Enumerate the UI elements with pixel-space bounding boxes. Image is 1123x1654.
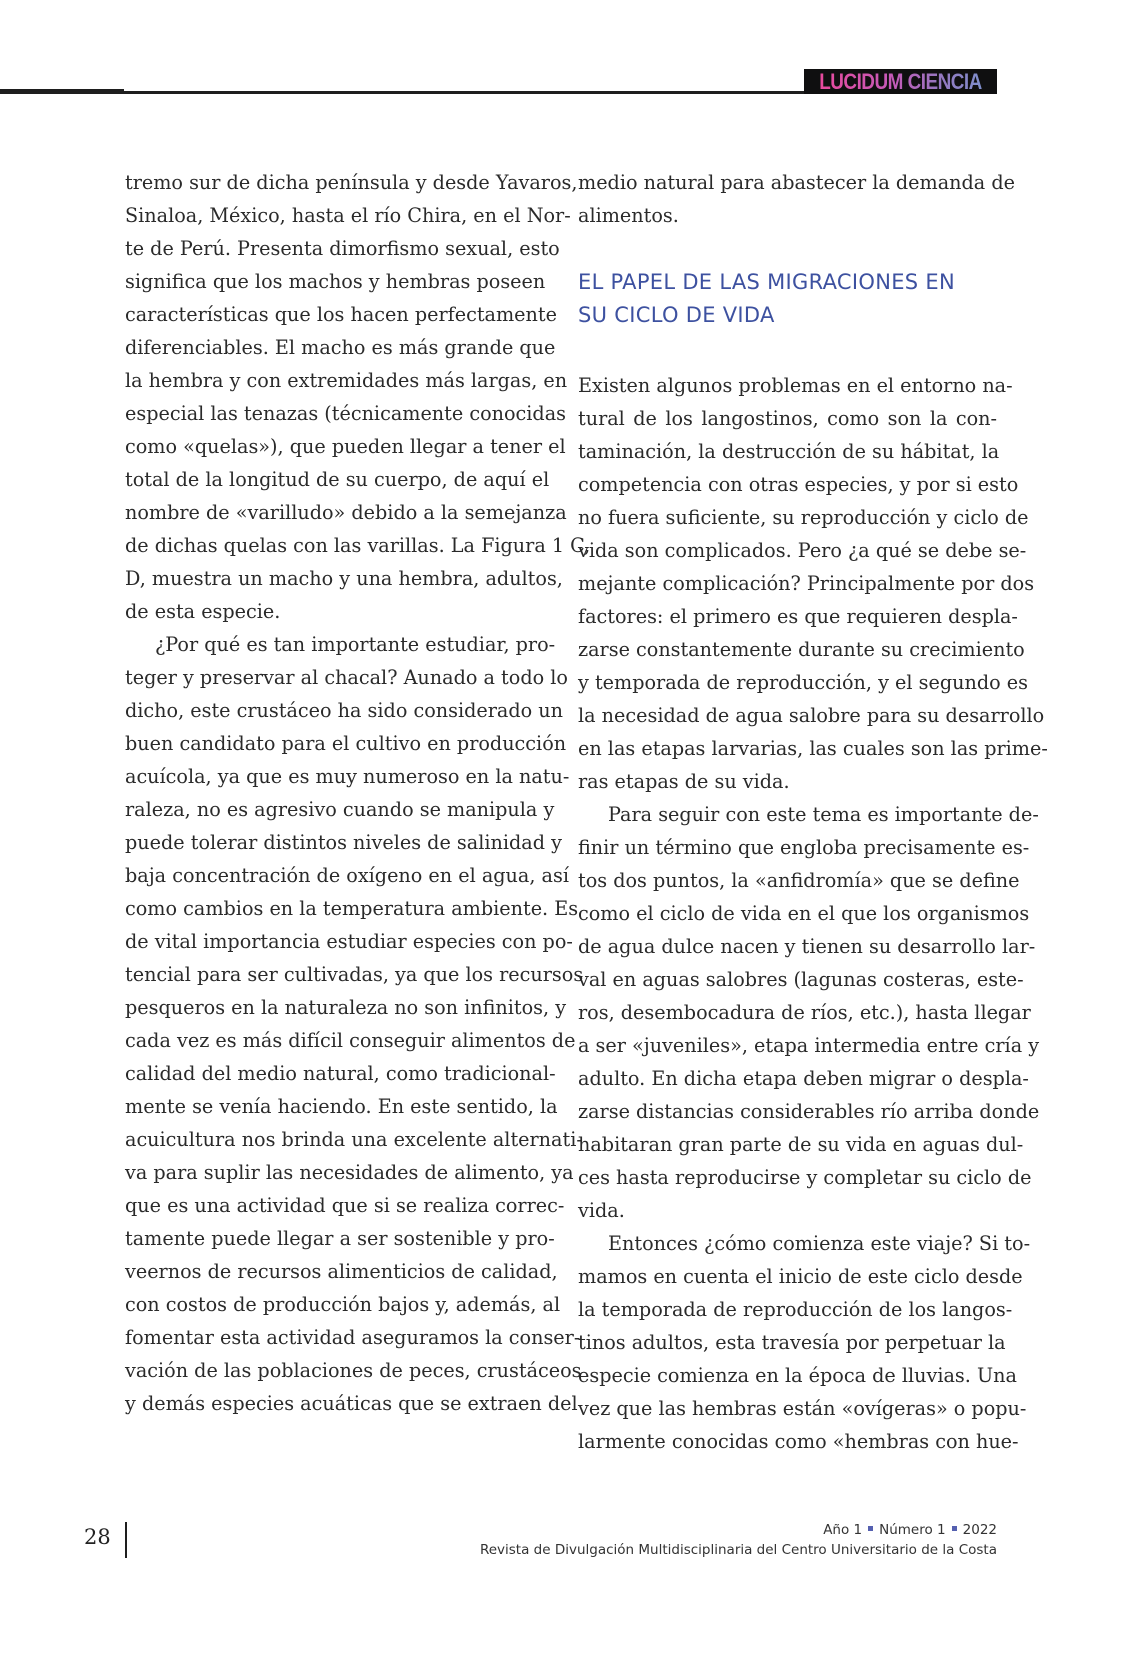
body-line: especie comienza en la época de lluvias. Una: [578, 1364, 1017, 1387]
body-line: a ser «juveniles», etapa intermedia entre cría y: [578, 1034, 1040, 1057]
body-line: ces hasta reproducirse y completar su ciclo de: [578, 1166, 1032, 1189]
body-line: Para seguir con este tema es importante de-: [608, 803, 1039, 826]
body-line: diferenciables. El macho es más grande que: [125, 336, 556, 359]
body-line: zarse distancias considerables río arriba donde: [578, 1100, 1040, 1123]
body-line: te de Perú. Presenta dimorfismo sexual, esto: [125, 237, 560, 260]
body-line: total de la longitud de su cuerpo, de aquí el: [125, 468, 550, 491]
body-line: acuícola, ya que es muy numeroso en la natu-: [125, 765, 570, 788]
body-line: tamente puede llegar a ser sostenible y pro-: [125, 1227, 555, 1250]
body-line: y demás especies acuáticas que se extraen del: [125, 1392, 578, 1415]
body-line: Existen algunos problemas en el entorno na-: [578, 374, 1013, 397]
body-line: Sinaloa, México, hasta el río Chira, en el Nor-: [125, 204, 571, 227]
body-line: factores: el primero es que requieren despla-: [578, 605, 1018, 628]
body-line: buen candidato para el cultivo en producción: [125, 732, 567, 755]
right-column: [578, 166, 1048, 1458]
body-line: como «quelas»), que pueden llegar a tener el: [125, 435, 566, 458]
section-heading: [578, 266, 997, 332]
body-line: adulto. En dicha etapa deben migrar o despla-: [578, 1067, 1029, 1090]
body-line: dicho, este crustáceo ha sido considerado un: [125, 699, 564, 722]
body-line: que es una actividad que si se realiza correc-: [125, 1194, 565, 1217]
body-line: raleza, no es agresivo cuando se manipula y: [125, 798, 555, 821]
year: 2022: [962, 1522, 997, 1538]
year-label: Año 1: [823, 1522, 863, 1538]
body-line: tos dos puntos, la «anfidromía» que se define: [578, 869, 1020, 892]
body-line: características que los hacen perfectamente: [125, 303, 557, 326]
body-line: cada vez es más difícil conseguir alimentos de: [125, 1029, 576, 1052]
header-rule-thick: [0, 89, 124, 94]
body-line: como cambios en la temperatura ambiente. Es: [125, 897, 579, 920]
body-line: medio natural para abastecer la demanda de: [578, 171, 1015, 194]
body-line: fomentar esta actividad aseguramos la conser-: [125, 1326, 581, 1349]
body-line: finir un término que engloba precisamente es-: [578, 836, 1030, 859]
body-line: teger y preservar al chacal? Aunado a todo lo: [125, 666, 568, 689]
body-line: puede tolerar distintos niveles de salinidad y: [125, 831, 562, 854]
body-line: ras etapas de su vida.: [578, 770, 790, 793]
body-line: de agua dulce nacen y tienen su desarrollo lar-: [578, 935, 1036, 958]
body-line: ¿Por qué es tan importante estudiar, pro-: [155, 633, 556, 656]
body-line: de vital importancia estudiar especies con po-: [125, 930, 573, 953]
body-line: vez que las hembras están «ovígeras» o popu-: [578, 1397, 1027, 1420]
issue-label: Número 1: [879, 1522, 946, 1538]
body-line: baja concentración de oxígeno en el agua, así: [125, 864, 569, 887]
body-line: taminación, la destrucción de su hábitat, la: [578, 440, 1000, 463]
page-number: 28: [84, 1525, 111, 1549]
body-line: y temporada de reproducción, y el segundo es: [578, 671, 1028, 694]
body-line: no fuera suficiente, su reproducción y ciclo de: [578, 506, 1029, 529]
body-line: D, muestra un macho y una hembra, adultos,: [125, 567, 563, 590]
section-heading-line: SU CICLO DE VIDA: [578, 303, 775, 327]
body-line: nombre de «varilludo» debido a la semejanza: [125, 501, 567, 524]
body-line: mamos en cuenta el inicio de este ciclo desde: [578, 1265, 1023, 1288]
body-line: Entonces ¿cómo comienza este viaje? Si to-: [608, 1232, 1031, 1255]
left-column: [125, 166, 591, 1420]
header-rule-thin: [124, 91, 804, 94]
body-line: larmente conocidas como «hembras con hue-: [578, 1430, 1019, 1453]
bullet-icon: [868, 1526, 873, 1531]
body-line: vación de las poblaciones de peces, crustáceos: [125, 1359, 582, 1382]
body-line: la temporada de reproducción de los langos-: [578, 1298, 1013, 1321]
body-line: significa que los machos y hembras poseen: [125, 270, 546, 293]
body-line: veernos de recursos alimenticios de calidad,: [125, 1260, 558, 1283]
body-line: tremo sur de dicha península y desde Yavaros,: [125, 171, 578, 194]
body-line: competencia con otras especies, y por si esto: [578, 473, 1019, 496]
body-line: va para suplir las necesidades de alimento, ya: [125, 1161, 574, 1184]
body-line: tencial para ser cultivadas, ya que los recursos: [125, 963, 584, 986]
body-line: zarse constantemente durante su crecimiento: [578, 638, 1025, 661]
body-line: como el ciclo de vida en el que los organismos: [578, 902, 1030, 925]
body-line: val en aguas salobres (lagunas costeras, este-: [578, 968, 1024, 991]
body-line: de esta especie.: [125, 600, 281, 623]
journal-logo-text: LUCIDUM CIENCIA: [819, 69, 982, 94]
body-line: acuicultura nos brinda una excelente alternati-: [125, 1128, 583, 1151]
issue-info: [480, 1520, 997, 1540]
body-line: la hembra y con extremidades más largas, en: [125, 369, 568, 392]
body-line: con costos de producción bajos y, además, al: [125, 1293, 561, 1316]
body-line: vida son complicados. Pero ¿a qué se debe se-: [578, 539, 1027, 562]
body-line: calidad del medio natural, como tradicional-: [125, 1062, 556, 1085]
body-line: de dichas quelas con las varillas. La Figura 1 C,: [125, 534, 591, 557]
body-line: alimentos.: [578, 204, 679, 227]
body-line: tinos adultos, esta travesía por perpetuar la: [578, 1331, 1006, 1354]
body-line: la necesidad de agua salobre para su desarrollo: [578, 704, 1045, 727]
body-line: mente se venía haciendo. En este sentido, la: [125, 1095, 558, 1118]
body-line: tural de los langostinos, como son la con-: [578, 407, 997, 430]
journal-logo: [804, 69, 997, 94]
footer: [480, 1520, 997, 1560]
body-line: especial las tenazas (técnicamente conocidas: [125, 402, 566, 425]
body-line: mejante complicación? Principalmente por dos: [578, 572, 1035, 595]
page-number-divider: [125, 1522, 127, 1558]
body-line: vida.: [578, 1199, 625, 1222]
bullet-icon: [952, 1526, 957, 1531]
body-line: pesqueros en la naturaleza no son infinitos, y: [125, 996, 567, 1019]
section-heading-line: EL PAPEL DE LAS MIGRACIONES EN: [578, 270, 955, 294]
body-line: habitaran gran parte de su vida en aguas dul-: [578, 1133, 1024, 1156]
journal-name: Revista de Divulgación Multidisciplinaria del Centro Universitario de la Costa: [479, 1542, 997, 1558]
body-line: en las etapas larvarias, las cuales son las prime-: [578, 737, 1048, 760]
right-body: [578, 369, 1048, 1458]
body-line: ros, desembocadura de ríos, etc.), hasta llegar: [578, 1001, 1031, 1024]
